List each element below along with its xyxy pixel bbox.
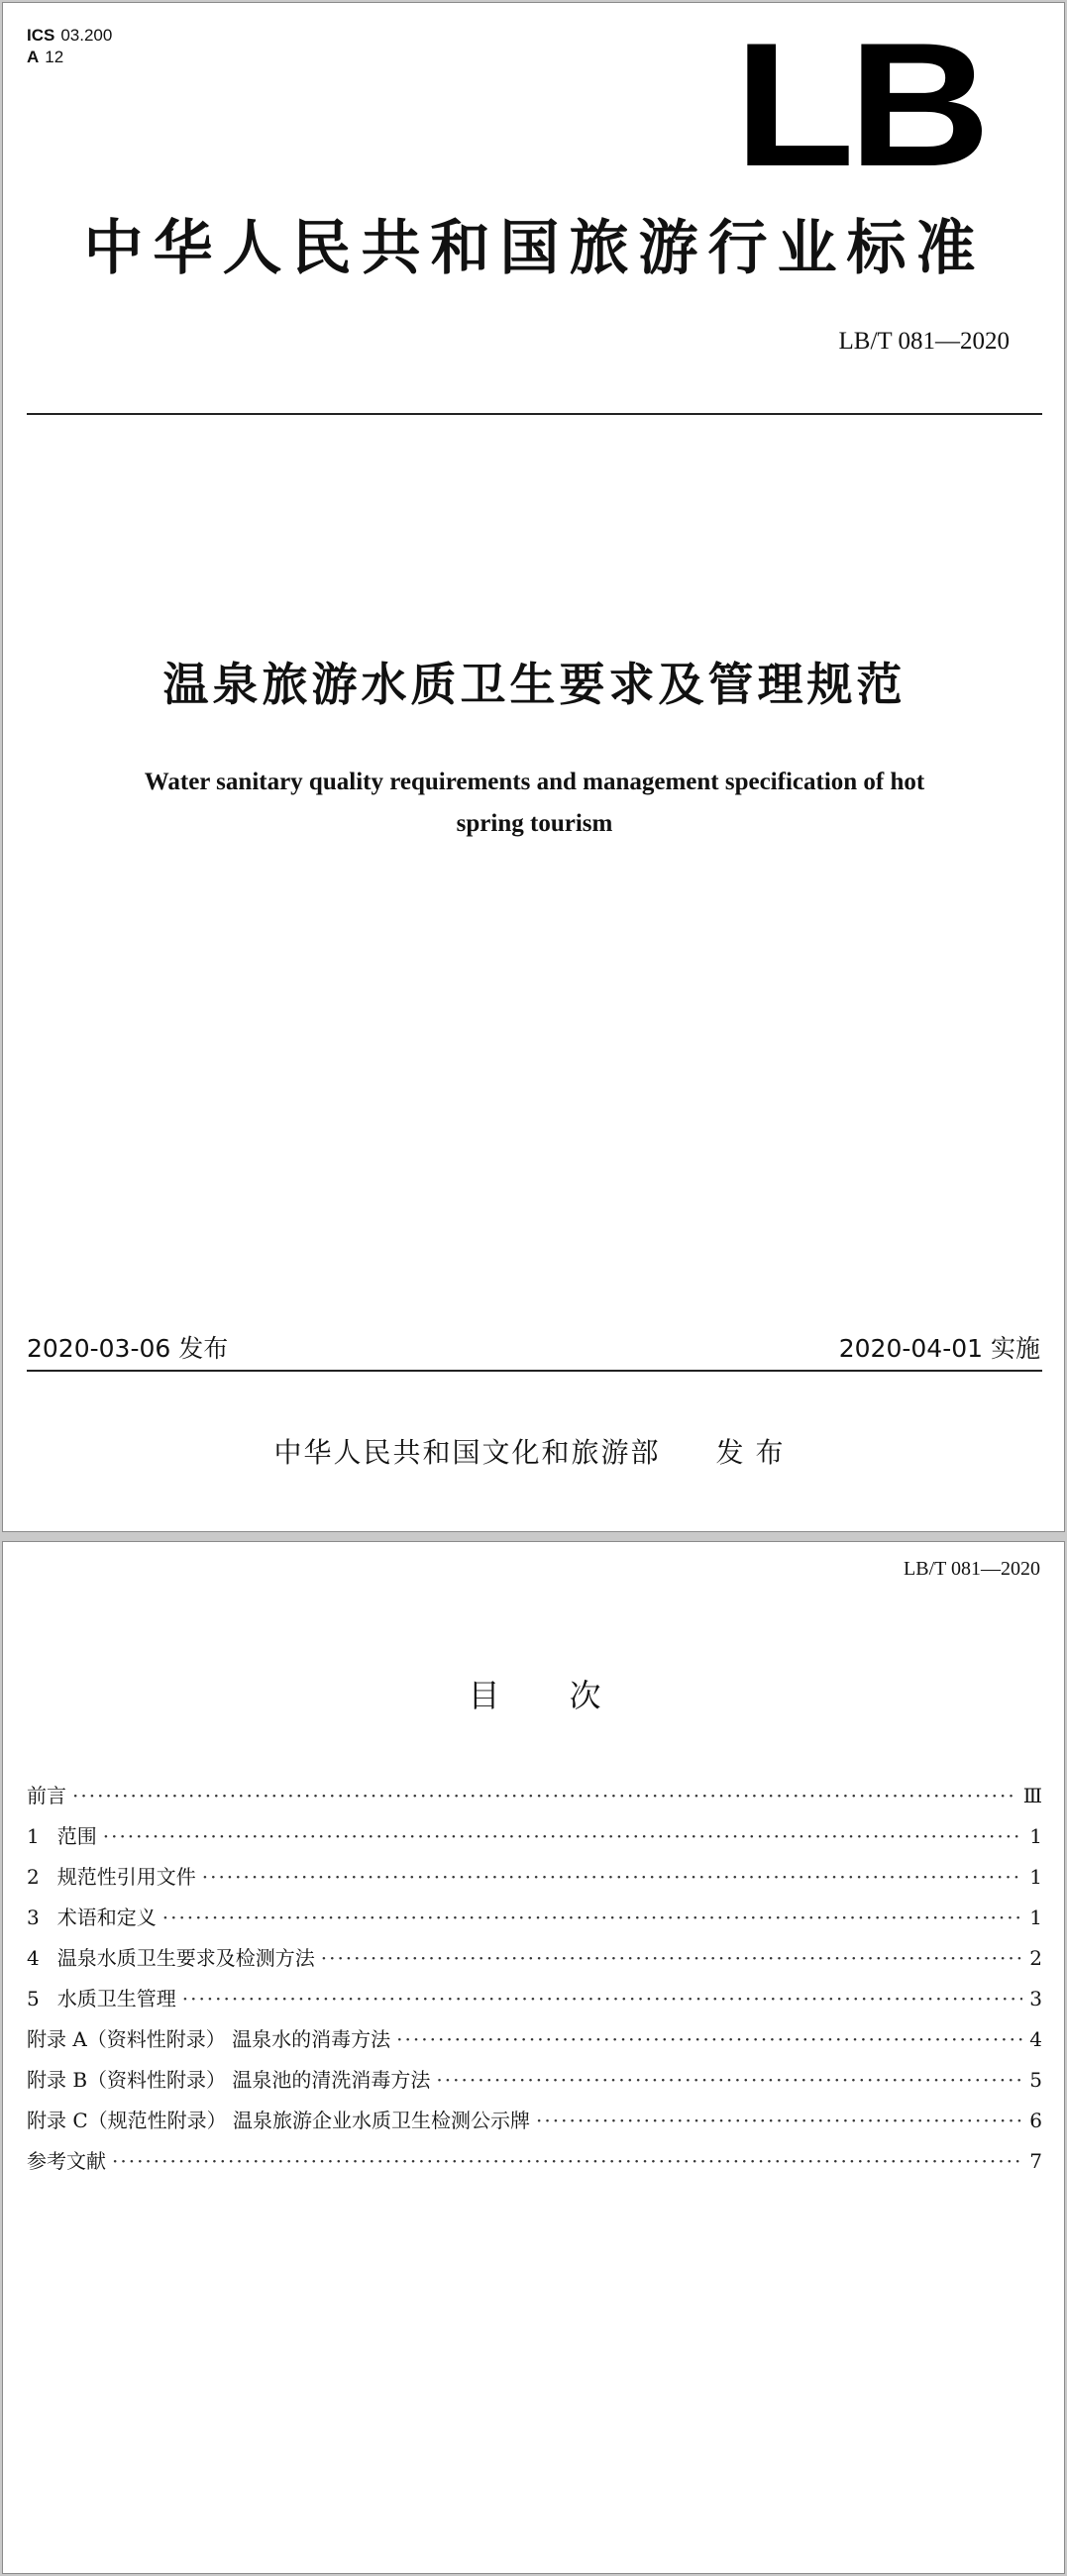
document-title-en — [62, 762, 1007, 845]
toc-entry[interactable] — [27, 2064, 1042, 2105]
toc-entry-page: Ⅲ — [1022, 1784, 1042, 1807]
toc-entry[interactable] — [27, 1902, 1042, 1942]
toc-entry-page: 5 — [1029, 2068, 1042, 2092]
toc-entry-label: 温泉水质卫生要求及检测方法 — [56, 1946, 315, 1970]
toc-entry-page: 1 — [1029, 1865, 1042, 1889]
toc-leader-dots — [182, 1987, 1022, 2010]
toc-entry-label: 范围 — [56, 1824, 97, 1848]
ics-value: 03.200 — [60, 26, 113, 45]
document-title-cn: 温泉旅游水质卫生要求及管理规范 — [162, 658, 907, 711]
toc-leader-dots — [396, 2027, 1022, 2051]
standard-family-title: 中华人民共和国旅游行业标准 — [83, 214, 986, 283]
ics-label: ICS — [27, 26, 55, 45]
toc-entry-page: 3 — [1029, 1987, 1042, 2010]
toc-entry-label: 水质卫生管理 — [56, 1987, 176, 2010]
toc-entry[interactable] — [27, 1861, 1042, 1902]
lb-logo: LB — [734, 6, 985, 203]
standard-number: LB/T 081—2020 — [838, 328, 1010, 355]
classification-codes — [27, 25, 112, 68]
toc-entry-page: 1 — [1029, 1906, 1042, 1929]
toc-entry-label: 术语和定义 — [56, 1906, 157, 1929]
table-of-contents-page — [2, 1541, 1065, 2574]
toc-entry-number: 1 — [27, 1824, 40, 1848]
toc-standard-number: LB/T 081—2020 — [904, 1558, 1040, 1580]
toc-heading: 目次 — [468, 1677, 671, 1714]
toc-leader-dots — [162, 1906, 1022, 1929]
publisher-action: 发布 — [715, 1436, 796, 1469]
toc-leader-dots — [436, 2068, 1022, 2092]
toc-entry-page: 6 — [1029, 2109, 1042, 2132]
toc-entry-page: 7 — [1029, 2149, 1042, 2173]
toc-entry[interactable] — [27, 1942, 1042, 1983]
class-value: 12 — [45, 48, 64, 66]
toc-entry[interactable] — [27, 1780, 1042, 1820]
issue-date: 2020-03-06 发布 — [27, 1334, 229, 1363]
toc-leader-dots — [202, 1865, 1022, 1889]
toc-leader-dots — [103, 1824, 1022, 1848]
implementation-date: 2020-04-01 实施 — [838, 1334, 1040, 1363]
toc-entry-label: 附录 C（规范性附录） 温泉旅游企业水质卫生检测公示牌 — [27, 2109, 531, 2132]
publisher-line — [3, 1431, 1066, 1471]
toc-leader-dots — [536, 2109, 1022, 2132]
cover-page — [2, 2, 1065, 1532]
toc-entry[interactable] — [27, 2105, 1042, 2145]
bottom-divider — [27, 1370, 1042, 1372]
toc-entry-number: 5 — [27, 1987, 40, 2010]
toc-leader-dots — [72, 1784, 1017, 1807]
toc-entry-page: 2 — [1029, 1946, 1042, 1970]
toc-leader-dots — [321, 1946, 1022, 1970]
toc-leader-dots — [112, 2149, 1022, 2173]
toc-entry[interactable] — [27, 2145, 1042, 2186]
toc-entry-label: 参考文献 — [27, 2149, 106, 2173]
toc-entry[interactable] — [27, 1983, 1042, 2023]
toc-entry-number: 4 — [27, 1946, 40, 1970]
title-en-line-2: spring tourism — [456, 810, 613, 837]
top-divider — [27, 413, 1042, 415]
toc-entry-number: 2 — [27, 1865, 40, 1889]
toc-entry-number: 3 — [27, 1906, 40, 1929]
toc-entry-page: 1 — [1029, 1824, 1042, 1848]
publisher-name: 中华人民共和国文化和旅游部 — [273, 1436, 661, 1469]
toc-entry[interactable] — [27, 1820, 1042, 1861]
title-en-line-1: Water sanitary quality requirements and management specification of hot — [144, 769, 925, 795]
toc-entry-label: 前言 — [27, 1784, 66, 1807]
toc-entry-page: 4 — [1029, 2027, 1042, 2051]
toc-entry[interactable] — [27, 2023, 1042, 2064]
toc-entry-label: 附录 B（资料性附录） 温泉池的清洗消毒方法 — [27, 2068, 431, 2092]
toc-entry-label: 附录 A（资料性附录） 温泉水的消毒方法 — [27, 2027, 391, 2051]
toc-list — [27, 1780, 1042, 2186]
class-label: A — [27, 48, 40, 66]
toc-entry-label: 规范性引用文件 — [56, 1865, 196, 1889]
